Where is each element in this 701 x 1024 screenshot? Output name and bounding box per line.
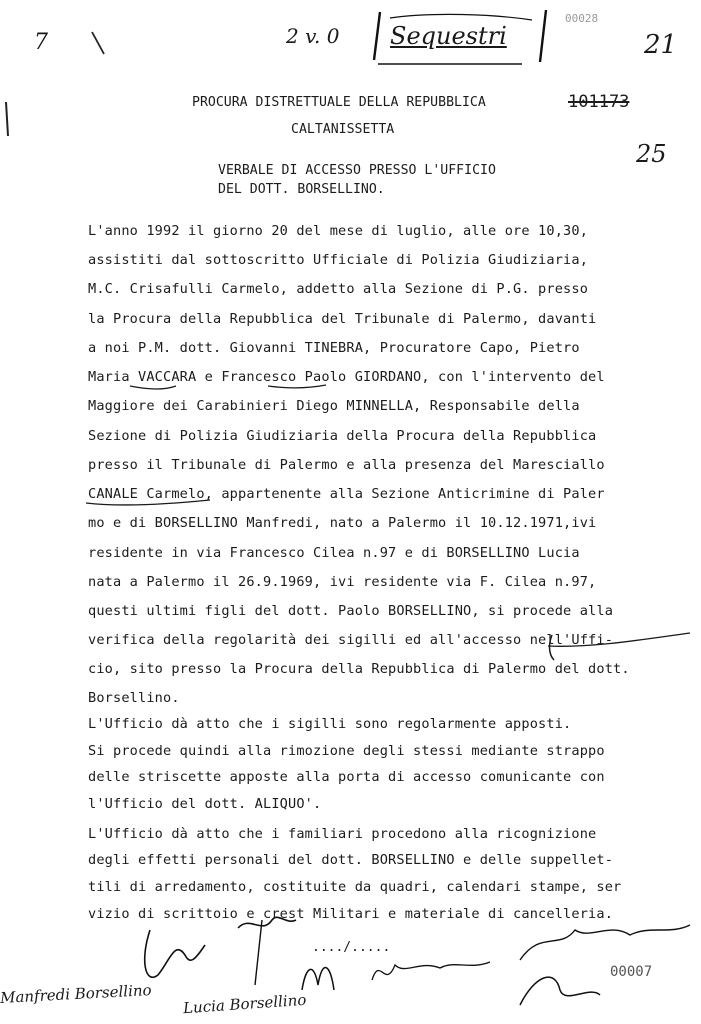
body-line: presso il Tribunale di Palermo e alla presenza del Maresciallo xyxy=(88,457,605,473)
margin-number: 7 xyxy=(34,30,48,55)
body-line: nata a Palermo il 26.9.1969, ivi residente via F. Cilea n.97, xyxy=(88,574,597,590)
body-line: a noi P.M. dott. Giovanni TINEBRA, Procuratore Capo, Pietro xyxy=(88,340,580,356)
body-line: l'Ufficio del dott. ALIQUO'. xyxy=(88,796,322,812)
side-number: 25 xyxy=(636,140,667,168)
body-line: delle striscette apposte alla porta di accesso comunicante con xyxy=(88,769,605,785)
body-line: Si procede quindi alla rimozione degli stessi mediante strappo xyxy=(88,743,605,759)
body-line: Maria VACCARA e Francesco Paolo GIORDANO, con l'intervento del xyxy=(88,369,605,385)
body-line: questi ultimi figli del dott. Paolo BORSELLINO, si procede alla xyxy=(88,603,614,619)
body-line: L'Ufficio dà atto che i sigilli sono regolarmente apposti. xyxy=(88,716,572,732)
stamp-word: Sequestri xyxy=(390,22,507,50)
signature-lucia: Lucia Borsellino xyxy=(182,990,307,1018)
body-line: residente in via Francesco Cilea n.97 e di BORSELLINO Lucia xyxy=(88,545,580,561)
body-line: L'anno 1992 il giorno 20 del mese di luglio, alle ore 10,30, xyxy=(88,223,589,239)
old-number-struck: 101173 xyxy=(568,92,630,112)
page-number: 21 xyxy=(644,30,678,60)
body-line: mo e di BORSELLINO Manfredi, nato a Palermo il 10.12.1971,ivi xyxy=(88,515,597,531)
body-line: assistiti dal sottoscritto Ufficiale di Polizia Giudiziaria, xyxy=(88,252,589,268)
signature-manfredi: Manfredi Borsellino xyxy=(0,981,152,1007)
body-line: Maggiore dei Carabinieri Diego MINNELLA, Responsabile della xyxy=(88,398,580,414)
bottom-number: 00007 xyxy=(610,964,653,980)
body-line: degli effetti personali del dott. BORSELLINO e delle suppellet- xyxy=(88,852,614,868)
document-title-line2: DEL DOTT. BORSELLINO. xyxy=(218,182,385,197)
top-note: 2 v. 0 xyxy=(286,24,340,48)
body-line: tili di arredamento, costituite da quadri, calendari stampe, ser xyxy=(88,879,622,895)
body-line: CANALE Carmelo, appartenente alla Sezione Anticrimine di Paler xyxy=(88,486,605,502)
body-line: Sezione di Polizia Giudiziaria della Procura della Repubblica xyxy=(88,428,597,444)
body-line: la Procura della Repubblica del Tribunale di Palermo, davanti xyxy=(88,311,597,327)
body-line: M.C. Crisafulli Carmelo, addetto alla Sezione di P.G. presso xyxy=(88,281,589,297)
body-line: verifica della regolarità dei sigilli ed all'accesso nell'Uffi- xyxy=(88,632,614,648)
header-office: PROCURA DISTRETTUALE DELLA REPUBBLICA xyxy=(192,95,486,110)
body-line: Borsellino. xyxy=(88,690,180,706)
archive-number: 00028 xyxy=(565,12,599,25)
body-line: vizio di scrittoio e crest Militari e materiale di cancelleria. xyxy=(88,906,614,922)
body-line: L'Ufficio dà atto che i familiari procedono alla ricognizione xyxy=(88,826,597,842)
body-line: cio, sito presso la Procura della Repubblica di Palermo del dott. xyxy=(88,661,630,677)
document-title-line1: VERBALE DI ACCESSO PRESSO L'UFFICIO xyxy=(218,163,496,178)
header-city: CALTANISSETTA xyxy=(291,122,395,137)
dotted-placeholder: ..../..... xyxy=(312,940,391,955)
